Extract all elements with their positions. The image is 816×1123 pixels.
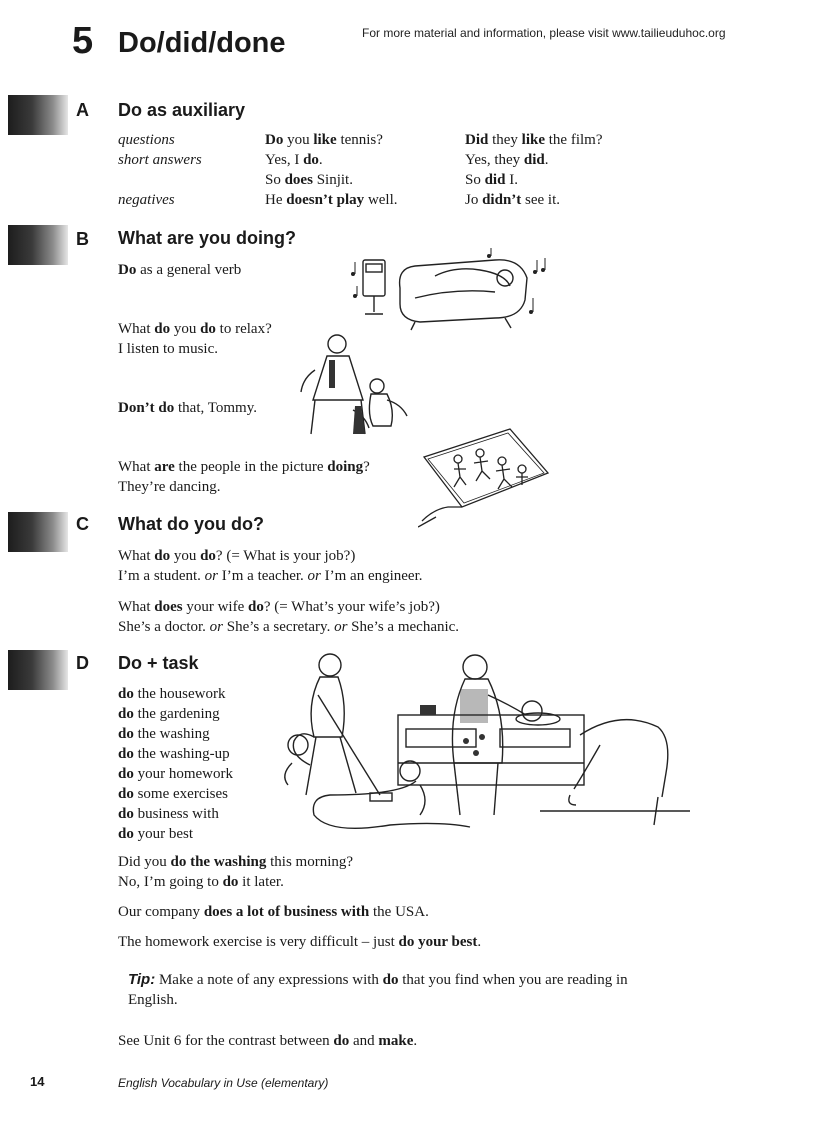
text-run: do your best [398,934,478,950]
example-business [118,902,429,922]
section-d-title: Do + task [118,653,199,673]
section-c-title: What do you do? [118,514,264,534]
dancing-answer [118,477,220,497]
text-run: . [413,1033,418,1049]
text-run: the housework [133,686,226,702]
tip-line-1 [128,970,628,990]
text-run: or [204,568,218,584]
unit-number: 5 [72,20,94,62]
section-marker-b [8,225,68,265]
text-run: tennis? [336,132,383,148]
text-run: The homework exercise is very difficult – just [118,934,399,950]
task-list-item [118,704,220,724]
text-run: do [118,686,134,702]
row-label-questions: questions [118,132,175,148]
text-run: your homework [133,766,233,782]
text-run: like [313,132,337,148]
text-run: do [200,548,216,564]
section-a-letter: A [76,100,89,120]
text-run: do [118,826,134,842]
row-questions-col2 [465,130,603,150]
text-run: See Unit 6 for the contrast between [118,1033,334,1049]
text-run: some exercises [133,786,228,802]
text-run: Did you [118,854,171,870]
text-run: do [118,806,134,822]
dancing-question [118,457,370,477]
text-run: do [118,766,134,782]
text-run: English. [128,992,178,1008]
text-run: like [521,132,546,148]
text-run: So [265,172,285,188]
text-run: Do [118,262,137,278]
household-tasks-illustration [270,645,690,845]
text-run: doing [327,459,364,475]
text-run: didn’t [482,192,522,208]
job-question [118,546,355,566]
example-washing-answer [118,872,284,892]
text-run: do [118,706,134,722]
text-run: I’m a teacher. [218,568,308,584]
text-run: as a general verb [136,262,242,278]
section-d-letter: D [76,653,89,673]
text-run: do [154,321,171,337]
text-run: do [222,874,239,890]
dancing-picture-illustration [418,425,553,530]
row-so-col1 [265,170,353,190]
text-run: make [378,1033,414,1049]
row-questions-col1 [265,130,383,150]
row-short-answers-col1 [265,150,323,170]
text-run: do [154,548,171,564]
text-run: it later. [238,874,284,890]
text-run: the washing [133,726,210,742]
text-run: She’s a secretary. [223,619,335,635]
text-run: . [544,152,549,168]
tip-text [155,972,627,988]
text-run: do [118,746,134,762]
text-run: or [334,619,348,635]
text-run: do [118,726,134,742]
text-run: She’s a doctor. [118,619,210,635]
text-run: does [284,172,313,188]
relax-question [118,319,272,339]
row-label-negatives: negatives [118,192,175,208]
text-run: What [118,459,155,475]
text-run: Don’t do [118,400,175,416]
section-marker-d [8,650,68,690]
text-run: do [247,599,264,615]
row-negatives-col2 [465,190,560,210]
text-run: that, Tommy. [174,400,257,416]
text-run: Do [265,132,284,148]
example-best [118,932,481,952]
text-run: I. [505,172,518,188]
text-run: Yes, they [465,152,524,168]
text-run: business with [133,806,219,822]
job-answer [118,566,423,586]
see-also-note [118,1031,417,1051]
row-so-col2 [465,170,518,190]
text-run: I’m a student. [118,568,205,584]
text-run: do the washing [170,854,267,870]
task-list-item [118,684,226,704]
text-run: doesn’t play [286,192,365,208]
tommy-illustration [295,330,420,438]
row-short-answers-col2 [465,150,549,170]
text-run: What [118,548,155,564]
text-run: did [523,152,545,168]
text-run: or [307,568,321,584]
text-run: the washing-up [133,746,230,762]
text-run: well. [364,192,398,208]
text-run: does a lot of business with [203,904,370,920]
section-b-letter: B [76,229,89,249]
section-marker-c [8,512,68,552]
text-run: do [303,152,319,168]
wife-job-answer [118,617,459,637]
text-run: do [333,1033,350,1049]
text-run: Our company [118,904,204,920]
tip-line-2 [128,990,178,1010]
text-run: Jo [465,192,483,208]
text-run: What [118,321,155,337]
task-list-item [118,784,228,804]
text-run: He [265,192,287,208]
section-c-letter: C [76,514,89,534]
text-run: They’re dancing. [118,479,221,495]
text-run: did [484,172,506,188]
task-list-item [118,744,230,764]
section-marker-a [8,95,68,135]
text-run: Make a note of any expressions with [155,972,383,988]
text-run: I listen to music. [118,341,218,357]
task-list-item [118,764,233,784]
text-run: Did [465,132,489,148]
text-run: . [318,152,323,168]
text-run: or [209,619,223,635]
wife-job-question [118,597,440,617]
text-run: this morning? [266,854,354,870]
text-run: the people in the picture [174,459,328,475]
text-run: ? (= What is your job?) [215,548,356,564]
text-run: you [170,548,201,564]
task-list-item [118,804,219,824]
text-run: your best [133,826,194,842]
text-run: are [154,459,175,475]
text-run: they [488,132,522,148]
text-run: you [170,321,201,337]
text-run: No, I’m going to [118,874,223,890]
text-run: that you find when you are reading in [398,972,628,988]
text-run: the gardening [133,706,220,722]
row-negatives-col1 [265,190,398,210]
general-verb-line [118,260,241,280]
tip-label: Tip: [128,971,156,988]
section-b-title: What are you doing? [118,228,296,248]
book-title: English Vocabulary in Use (elementary) [118,1076,329,1090]
relax-answer [118,339,218,359]
text-run: do [382,972,399,988]
section-a-title: Do as auxiliary [118,100,246,120]
task-list-item [118,724,210,744]
row-label-short-answers: short answers [118,152,202,168]
text-run: What [118,599,155,615]
text-run: the USA. [369,904,429,920]
header-note: For more material and information, please visit www.tailieuduhoc.org [362,26,726,40]
text-run: do [200,321,216,337]
text-run: does [154,599,183,615]
text-run: ? (= What’s your wife’s job?) [263,599,440,615]
example-washing-question [118,852,353,872]
text-run: see it. [521,192,561,208]
relaxing-music-illustration [345,248,555,332]
text-run: Yes, I [265,152,304,168]
page-number: 14 [30,1074,45,1089]
text-run: So [465,172,485,188]
text-run: ? [363,459,370,475]
text-run: to relax? [215,321,272,337]
text-run: your wife [182,599,248,615]
text-run: you [283,132,314,148]
unit-title: Do/did/done [118,27,286,59]
text-run: do [118,786,134,802]
text-run: the film? [545,132,603,148]
text-run: Sinjit. [312,172,353,188]
text-run: . [477,934,482,950]
dont-do-line [118,398,257,418]
text-run: She’s a mechanic. [347,619,460,635]
text-run: and [349,1033,379,1049]
task-list-item [118,824,193,844]
text-run: I’m an engineer. [320,568,423,584]
